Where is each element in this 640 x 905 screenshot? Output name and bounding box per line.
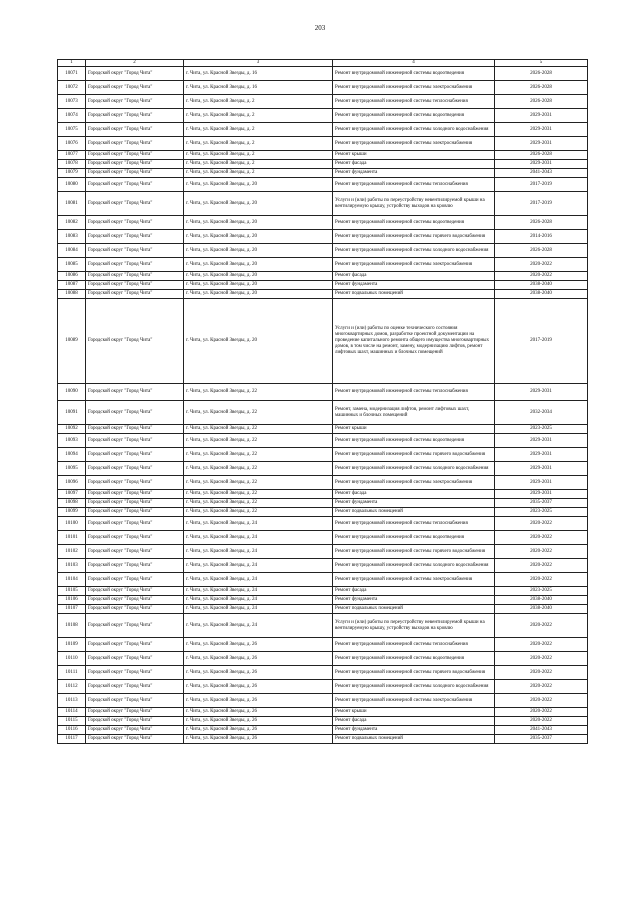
municipality-cell: Городской округ "Город Чита" bbox=[86, 258, 184, 272]
table-row bbox=[58, 448, 588, 462]
table-row bbox=[58, 137, 588, 151]
period-cell: 2020-2022 bbox=[495, 573, 588, 587]
address-cell: г. Чита, ул. Красной Звезды, д. 22 bbox=[184, 476, 333, 490]
work-type-cell: Услуги и (или) работы по оценке технического состояния многоквартирных домов, разработке проектной документации на проведение капитального ремонта общего имущества многоквартирных домов, в том числе на ремонт, замену, модернизацию лифтов, ремонт лифтовых шахт, машинных и блочных помещений bbox=[333, 299, 495, 384]
municipality-cell: Городской округ "Город Чита" bbox=[86, 169, 184, 178]
work-type-cell: Ремонт фундамента bbox=[333, 499, 495, 508]
municipality-cell: Городской округ "Город Чита" bbox=[86, 717, 184, 726]
municipality-cell: Городской округ "Город Чита" bbox=[86, 726, 184, 735]
row-number: 10090 bbox=[58, 384, 86, 401]
row-number: 10091 bbox=[58, 401, 86, 425]
work-type-cell: Ремонт фундамента bbox=[333, 281, 495, 290]
address-cell: г. Чита, ул. Красной Звезды, д. 26 bbox=[184, 735, 333, 744]
work-type-cell: Ремонт подвальных помещений bbox=[333, 508, 495, 517]
row-number: 10071 bbox=[58, 67, 86, 81]
municipality-cell: Городской округ "Город Чита" bbox=[86, 476, 184, 490]
table-row bbox=[58, 614, 588, 638]
table-row bbox=[58, 596, 588, 605]
table-row bbox=[58, 517, 588, 531]
period-cell: 2029-2031 bbox=[495, 384, 588, 401]
municipality-cell: Городской округ "Город Чита" bbox=[86, 508, 184, 517]
table-row bbox=[58, 178, 588, 192]
work-type-cell: Ремонт внутридомовой инженерной системы холодного водоснабжения bbox=[333, 123, 495, 137]
table-row bbox=[58, 384, 588, 401]
address-cell: г. Чита, ул. Красной Звезды, д. 2 bbox=[184, 123, 333, 137]
period-cell: 2029-2031 bbox=[495, 462, 588, 476]
address-cell: г. Чита, ул. Красной Звезды, д. 2 bbox=[184, 109, 333, 123]
table-row bbox=[58, 587, 588, 596]
table-row bbox=[58, 425, 588, 434]
table-row bbox=[58, 717, 588, 726]
work-type-cell: Ремонт фасада bbox=[333, 272, 495, 281]
municipality-cell: Городской округ "Город Чита" bbox=[86, 137, 184, 151]
period-cell: 2026-2028 bbox=[495, 81, 588, 95]
period-cell: 2029-2031 bbox=[495, 160, 588, 169]
row-number: 10092 bbox=[58, 425, 86, 434]
work-type-cell: Ремонт внутридомовой инженерной системы водоотведения bbox=[333, 67, 495, 81]
period-cell: 2035-2037 bbox=[495, 735, 588, 744]
work-type-cell: Ремонт внутридомовой инженерной системы горячего водоснабжения bbox=[333, 545, 495, 559]
table-row bbox=[58, 462, 588, 476]
municipality-cell: Городской округ "Город Чита" bbox=[86, 462, 184, 476]
table-row bbox=[58, 490, 588, 499]
table-row bbox=[58, 638, 588, 652]
row-number: 10115 bbox=[58, 717, 86, 726]
row-number: 10077 bbox=[58, 151, 86, 160]
address-cell: г. Чита, ул. Красной Звезды, д. 20 bbox=[184, 272, 333, 281]
work-type-cell: Ремонт внутридомовой инженерной системы электроснабжения bbox=[333, 573, 495, 587]
row-number: 10101 bbox=[58, 531, 86, 545]
work-type-cell: Ремонт внутридомовой инженерной системы холодного водоснабжения bbox=[333, 680, 495, 694]
address-cell: г. Чита, ул. Красной Звезды, д. 22 bbox=[184, 490, 333, 499]
municipality-cell: Городской округ "Город Чита" bbox=[86, 178, 184, 192]
period-cell: 2029-2031 bbox=[495, 137, 588, 151]
address-cell: г. Чита, ул. Красной Звезды, д. 24 bbox=[184, 531, 333, 545]
table-row bbox=[58, 666, 588, 680]
table-row bbox=[58, 216, 588, 230]
address-cell: г. Чита, ул. Красной Звезды, д. 22 bbox=[184, 384, 333, 401]
municipality-cell: Городской округ "Город Чита" bbox=[86, 531, 184, 545]
municipality-cell: Городской округ "Город Чита" bbox=[86, 680, 184, 694]
row-number: 10114 bbox=[58, 708, 86, 717]
row-number: 10112 bbox=[58, 680, 86, 694]
address-cell: г. Чита, ул. Красной Звезды, д. 2 bbox=[184, 169, 333, 178]
municipality-cell: Городской округ "Город Чита" bbox=[86, 559, 184, 573]
table-row bbox=[58, 708, 588, 717]
address-cell: г. Чита, ул. Красной Звезды, д. 2 bbox=[184, 151, 333, 160]
work-type-cell: Ремонт подвальных помещений bbox=[333, 735, 495, 744]
address-cell: г. Чита, ул. Красной Звезды, д. 22 bbox=[184, 508, 333, 517]
address-cell: г. Чита, ул. Красной Звезды, д. 16 bbox=[184, 67, 333, 81]
table-row bbox=[58, 735, 588, 744]
row-number: 10078 bbox=[58, 160, 86, 169]
work-type-cell: Ремонт внутридомовой инженерной системы горячего водоснабжения bbox=[333, 448, 495, 462]
period-cell: 2029-2031 bbox=[495, 448, 588, 462]
address-cell: г. Чита, ул. Красной Звезды, д. 26 bbox=[184, 680, 333, 694]
row-number: 10094 bbox=[58, 448, 86, 462]
work-type-cell: Ремонт внутридомовой инженерной системы теплоснабжения bbox=[333, 517, 495, 531]
municipality-cell: Городской округ "Город Чита" bbox=[86, 384, 184, 401]
address-cell: г. Чита, ул. Красной Звезды, д. 24 bbox=[184, 573, 333, 587]
work-type-cell: Ремонт внутридомовой инженерной системы электроснабжения bbox=[333, 137, 495, 151]
address-cell: г. Чита, ул. Красной Звезды, д. 24 bbox=[184, 517, 333, 531]
period-cell: 2029-2031 bbox=[495, 109, 588, 123]
table-row bbox=[58, 476, 588, 490]
work-type-cell: Ремонт внутридомовой инженерной системы электроснабжения bbox=[333, 258, 495, 272]
address-cell: г. Чита, ул. Красной Звезды, д. 20 bbox=[184, 216, 333, 230]
address-cell: г. Чита, ул. Красной Звезды, д. 2 bbox=[184, 137, 333, 151]
table-row bbox=[58, 499, 588, 508]
period-cell: 2029-2031 bbox=[495, 476, 588, 490]
row-number: 10082 bbox=[58, 216, 86, 230]
address-cell: г. Чита, ул. Красной Звезды, д. 20 bbox=[184, 244, 333, 258]
address-cell: г. Чита, ул. Красной Звезды, д. 20 bbox=[184, 299, 333, 384]
period-cell: 2020-2022 bbox=[495, 694, 588, 708]
period-cell: 2020-2022 bbox=[495, 614, 588, 638]
header-cell-4: 4 bbox=[333, 60, 495, 67]
repair-schedule-table bbox=[57, 59, 588, 744]
row-number: 10096 bbox=[58, 476, 86, 490]
municipality-cell: Городской округ "Город Чита" bbox=[86, 81, 184, 95]
work-type-cell: Ремонт фундамента bbox=[333, 726, 495, 735]
row-number: 10111 bbox=[58, 666, 86, 680]
row-number: 10113 bbox=[58, 694, 86, 708]
period-cell: 2023-2025 bbox=[495, 587, 588, 596]
municipality-cell: Городской округ "Город Чита" bbox=[86, 490, 184, 499]
period-cell: 2017-2019 bbox=[495, 178, 588, 192]
row-number: 10105 bbox=[58, 587, 86, 596]
address-cell: г. Чита, ул. Красной Звезды, д. 26 bbox=[184, 666, 333, 680]
period-cell: 2017-2019 bbox=[495, 299, 588, 384]
table-row bbox=[58, 258, 588, 272]
row-number: 10106 bbox=[58, 596, 86, 605]
work-type-cell: Ремонт внутридомовой инженерной системы теплоснабжения bbox=[333, 384, 495, 401]
table-row bbox=[58, 81, 588, 95]
work-type-cell: Ремонт внутридомовой инженерной системы холодного водоснабжения bbox=[333, 462, 495, 476]
address-cell: г. Чита, ул. Красной Звезды, д. 22 bbox=[184, 448, 333, 462]
address-cell: г. Чита, ул. Красной Звезды, д. 20 bbox=[184, 258, 333, 272]
address-cell: г. Чита, ул. Красной Звезды, д. 26 bbox=[184, 708, 333, 717]
address-cell: г. Чита, ул. Красной Звезды, д. 20 bbox=[184, 290, 333, 299]
work-type-cell: Услуги и (или) работы по переустройству невентилируемой крыши на вентилируемую крышу, устройству выходов на кровлю bbox=[333, 614, 495, 638]
address-cell: г. Чита, ул. Красной Звезды, д. 26 bbox=[184, 694, 333, 708]
address-cell: г. Чита, ул. Красной Звезды, д. 22 bbox=[184, 434, 333, 448]
address-cell: г. Чита, ул. Красной Звезды, д. 26 bbox=[184, 726, 333, 735]
work-type-cell: Ремонт фасада bbox=[333, 160, 495, 169]
municipality-cell: Городской округ "Город Чита" bbox=[86, 290, 184, 299]
period-cell: 2020-2022 bbox=[495, 666, 588, 680]
row-number: 10095 bbox=[58, 462, 86, 476]
municipality-cell: Городской округ "Город Чита" bbox=[86, 605, 184, 614]
header-cell-1: 1 bbox=[58, 60, 86, 67]
row-number: 10117 bbox=[58, 735, 86, 744]
table-row bbox=[58, 605, 588, 614]
row-number: 10098 bbox=[58, 499, 86, 508]
municipality-cell: Городской округ "Город Чита" bbox=[86, 708, 184, 717]
period-cell: 2020-2022 bbox=[495, 272, 588, 281]
row-number: 10089 bbox=[58, 299, 86, 384]
table-row bbox=[58, 680, 588, 694]
row-number: 10085 bbox=[58, 258, 86, 272]
work-type-cell: Услуги и (или) работы по переустройству невентилируемой крыши на вентилируемую крышу, устройству выходов на кровлю bbox=[333, 192, 495, 216]
address-cell: г. Чита, ул. Красной Звезды, д. 24 bbox=[184, 587, 333, 596]
municipality-cell: Городской округ "Город Чита" bbox=[86, 434, 184, 448]
municipality-cell: Городской округ "Город Чита" bbox=[86, 299, 184, 384]
address-cell: г. Чита, ул. Красной Звезды, д. 22 bbox=[184, 462, 333, 476]
header-cell-2: 2 bbox=[86, 60, 184, 67]
period-cell: 2035-2037 bbox=[495, 499, 588, 508]
address-cell: г. Чита, ул. Красной Звезды, д. 2 bbox=[184, 160, 333, 169]
row-number: 10104 bbox=[58, 573, 86, 587]
header-cell-5: 5 bbox=[495, 60, 588, 67]
work-type-cell: Ремонт внутридомовой инженерной системы холодного водоснабжения bbox=[333, 244, 495, 258]
municipality-cell: Городской округ "Город Чита" bbox=[86, 216, 184, 230]
table-row bbox=[58, 230, 588, 244]
work-type-cell: Ремонт, замена, модернизация лифтов, ремонт лифтовых шахт, машинных и блочных помещений bbox=[333, 401, 495, 425]
work-type-cell: Ремонт внутридомовой инженерной системы водоотведения bbox=[333, 652, 495, 666]
municipality-cell: Городской округ "Город Чита" bbox=[86, 160, 184, 169]
municipality-cell: Городской округ "Город Чита" bbox=[86, 694, 184, 708]
municipality-cell: Городской округ "Город Чита" bbox=[86, 67, 184, 81]
work-type-cell: Ремонт внутридомовой инженерной системы электроснабжения bbox=[333, 694, 495, 708]
municipality-cell: Городской округ "Город Чита" bbox=[86, 230, 184, 244]
address-cell: г. Чита, ул. Красной Звезды, д. 16 bbox=[184, 81, 333, 95]
work-type-cell: Ремонт внутридомовой инженерной системы горячего водоснабжения bbox=[333, 666, 495, 680]
table-row bbox=[58, 290, 588, 299]
address-cell: г. Чита, ул. Красной Звезды, д. 24 bbox=[184, 559, 333, 573]
table-row bbox=[58, 434, 588, 448]
row-number: 10103 bbox=[58, 559, 86, 573]
table-row bbox=[58, 508, 588, 517]
row-number: 10079 bbox=[58, 169, 86, 178]
period-cell: 2020-2022 bbox=[495, 517, 588, 531]
table-row bbox=[58, 281, 588, 290]
row-number: 10109 bbox=[58, 638, 86, 652]
municipality-cell: Городской округ "Город Чита" bbox=[86, 448, 184, 462]
table-row bbox=[58, 109, 588, 123]
municipality-cell: Городской округ "Город Чита" bbox=[86, 545, 184, 559]
row-number: 10084 bbox=[58, 244, 86, 258]
table-row bbox=[58, 652, 588, 666]
table-row bbox=[58, 694, 588, 708]
period-cell: 2038-2040 bbox=[495, 281, 588, 290]
table-header bbox=[58, 60, 588, 67]
period-cell: 2029-2031 bbox=[495, 123, 588, 137]
municipality-cell: Городской округ "Город Чита" bbox=[86, 614, 184, 638]
row-number: 10107 bbox=[58, 605, 86, 614]
table-row bbox=[58, 169, 588, 178]
municipality-cell: Городской округ "Город Чита" bbox=[86, 652, 184, 666]
work-type-cell: Ремонт внутридомовой инженерной системы теплоснабжения bbox=[333, 95, 495, 109]
header-row bbox=[58, 60, 588, 67]
work-type-cell: Ремонт крыши bbox=[333, 708, 495, 717]
address-cell: г. Чита, ул. Красной Звезды, д. 24 bbox=[184, 596, 333, 605]
address-cell: г. Чита, ул. Красной Звезды, д. 22 bbox=[184, 425, 333, 434]
address-cell: г. Чита, ул. Красной Звезды, д. 26 bbox=[184, 652, 333, 666]
period-cell: 2020-2022 bbox=[495, 559, 588, 573]
work-type-cell: Ремонт фасада bbox=[333, 717, 495, 726]
period-cell: 2023-2025 bbox=[495, 425, 588, 434]
address-cell: г. Чита, ул. Красной Звезды, д. 22 bbox=[184, 499, 333, 508]
work-type-cell: Ремонт внутридомовой инженерной системы водоотведения bbox=[333, 109, 495, 123]
row-number: 10076 bbox=[58, 137, 86, 151]
row-number: 10110 bbox=[58, 652, 86, 666]
period-cell: 2020-2022 bbox=[495, 545, 588, 559]
period-cell: 2026-2028 bbox=[495, 67, 588, 81]
row-number: 10075 bbox=[58, 123, 86, 137]
period-cell: 2038-2040 bbox=[495, 290, 588, 299]
table-row bbox=[58, 299, 588, 384]
period-cell: 2041-2043 bbox=[495, 726, 588, 735]
work-type-cell: Ремонт внутридомовой инженерной системы электроснабжения bbox=[333, 81, 495, 95]
row-number: 10093 bbox=[58, 434, 86, 448]
work-type-cell: Ремонт внутридомовой инженерной системы теплоснабжения bbox=[333, 178, 495, 192]
address-cell: г. Чита, ул. Красной Звезды, д. 20 bbox=[184, 178, 333, 192]
table-row bbox=[58, 401, 588, 425]
row-number: 10081 bbox=[58, 192, 86, 216]
period-cell: 2041-2043 bbox=[495, 169, 588, 178]
table-row bbox=[58, 559, 588, 573]
period-cell: 2020-2022 bbox=[495, 258, 588, 272]
row-number: 10108 bbox=[58, 614, 86, 638]
municipality-cell: Городской округ "Город Чита" bbox=[86, 499, 184, 508]
period-cell: 2020-2022 bbox=[495, 638, 588, 652]
municipality-cell: Городской округ "Город Чита" bbox=[86, 244, 184, 258]
work-type-cell: Ремонт подвальных помещений bbox=[333, 290, 495, 299]
period-cell: 2014-2016 bbox=[495, 230, 588, 244]
municipality-cell: Городской округ "Город Чита" bbox=[86, 735, 184, 744]
work-type-cell: Ремонт подвальных помещений bbox=[333, 605, 495, 614]
work-type-cell: Ремонт внутридомовой инженерной системы водоотведения bbox=[333, 434, 495, 448]
work-type-cell: Ремонт крыши bbox=[333, 425, 495, 434]
row-number: 10116 bbox=[58, 726, 86, 735]
municipality-cell: Городской округ "Город Чита" bbox=[86, 123, 184, 137]
municipality-cell: Городской округ "Город Чита" bbox=[86, 151, 184, 160]
table-row bbox=[58, 244, 588, 258]
municipality-cell: Городской округ "Город Чита" bbox=[86, 281, 184, 290]
row-number: 10097 bbox=[58, 490, 86, 499]
period-cell: 2032-2034 bbox=[495, 401, 588, 425]
row-number: 10086 bbox=[58, 272, 86, 281]
table-row bbox=[58, 95, 588, 109]
work-type-cell: Ремонт крыши bbox=[333, 151, 495, 160]
address-cell: г. Чита, ул. Красной Звезды, д. 20 bbox=[184, 281, 333, 290]
page-number: 203 bbox=[314, 24, 326, 32]
table-row bbox=[58, 192, 588, 216]
work-type-cell: Ремонт внутридомовой инженерной системы водоотведения bbox=[333, 216, 495, 230]
period-cell: 2026-2028 bbox=[495, 244, 588, 258]
address-cell: г. Чита, ул. Красной Звезды, д. 2 bbox=[184, 95, 333, 109]
work-type-cell: Ремонт внутридомовой инженерной системы электроснабжения bbox=[333, 476, 495, 490]
work-type-cell: Ремонт фундамента bbox=[333, 169, 495, 178]
table-row bbox=[58, 123, 588, 137]
work-type-cell: Ремонт внутридомовой инженерной системы водоотведения bbox=[333, 531, 495, 545]
table-row bbox=[58, 545, 588, 559]
period-cell: 2026-2028 bbox=[495, 95, 588, 109]
period-cell: 2026-2028 bbox=[495, 151, 588, 160]
municipality-cell: Городской округ "Город Чита" bbox=[86, 666, 184, 680]
table-row bbox=[58, 67, 588, 81]
row-number: 10080 bbox=[58, 178, 86, 192]
work-type-cell: Ремонт внутридомовой инженерной системы горячего водоснабжения bbox=[333, 230, 495, 244]
table-row bbox=[58, 531, 588, 545]
table-row bbox=[58, 272, 588, 281]
row-number: 10099 bbox=[58, 508, 86, 517]
municipality-cell: Городской округ "Город Чита" bbox=[86, 95, 184, 109]
row-number: 10073 bbox=[58, 95, 86, 109]
municipality-cell: Городской округ "Город Чита" bbox=[86, 596, 184, 605]
address-cell: г. Чита, ул. Красной Звезды, д. 22 bbox=[184, 401, 333, 425]
municipality-cell: Городской округ "Город Чита" bbox=[86, 272, 184, 281]
address-cell: г. Чита, ул. Красной Звезды, д. 24 bbox=[184, 614, 333, 638]
work-type-cell: Ремонт фасада bbox=[333, 587, 495, 596]
period-cell: 2023-2025 bbox=[495, 508, 588, 517]
row-number: 10102 bbox=[58, 545, 86, 559]
municipality-cell: Городской округ "Город Чита" bbox=[86, 401, 184, 425]
period-cell: 2029-2031 bbox=[495, 434, 588, 448]
row-number: 10087 bbox=[58, 281, 86, 290]
work-type-cell: Ремонт фундамента bbox=[333, 596, 495, 605]
work-type-cell: Ремонт фасада bbox=[333, 490, 495, 499]
header-cell-3: 3 bbox=[184, 60, 333, 67]
table-row bbox=[58, 726, 588, 735]
row-number: 10074 bbox=[58, 109, 86, 123]
work-type-cell: Ремонт внутридомовой инженерной системы теплоснабжения bbox=[333, 638, 495, 652]
municipality-cell: Городской округ "Город Чита" bbox=[86, 192, 184, 216]
period-cell: 2020-2022 bbox=[495, 717, 588, 726]
municipality-cell: Городской округ "Город Чита" bbox=[86, 517, 184, 531]
table-row bbox=[58, 151, 588, 160]
period-cell: 2020-2022 bbox=[495, 531, 588, 545]
address-cell: г. Чита, ул. Красной Звезды, д. 24 bbox=[184, 545, 333, 559]
table-row bbox=[58, 160, 588, 169]
table-body bbox=[58, 67, 588, 744]
municipality-cell: Городской округ "Город Чита" bbox=[86, 109, 184, 123]
period-cell: 2029-2031 bbox=[495, 490, 588, 499]
row-number: 10083 bbox=[58, 230, 86, 244]
row-number: 10072 bbox=[58, 81, 86, 95]
row-number: 10088 bbox=[58, 290, 86, 299]
period-cell: 2026-2028 bbox=[495, 216, 588, 230]
work-type-cell: Ремонт внутридомовой инженерной системы холодного водоснабжения bbox=[333, 559, 495, 573]
address-cell: г. Чита, ул. Красной Звезды, д. 20 bbox=[184, 230, 333, 244]
period-cell: 2038-2040 bbox=[495, 605, 588, 614]
address-cell: г. Чита, ул. Красной Звезды, д. 26 bbox=[184, 717, 333, 726]
address-cell: г. Чита, ул. Красной Звезды, д. 26 bbox=[184, 638, 333, 652]
municipality-cell: Городской округ "Город Чита" bbox=[86, 638, 184, 652]
address-cell: г. Чита, ул. Красной Звезды, д. 20 bbox=[184, 192, 333, 216]
address-cell: г. Чита, ул. Красной Звезды, д. 24 bbox=[184, 605, 333, 614]
period-cell: 2020-2022 bbox=[495, 680, 588, 694]
row-number: 10100 bbox=[58, 517, 86, 531]
municipality-cell: Городской округ "Город Чита" bbox=[86, 587, 184, 596]
period-cell: 2020-2022 bbox=[495, 708, 588, 717]
period-cell: 2017-2019 bbox=[495, 192, 588, 216]
period-cell: 2020-2022 bbox=[495, 652, 588, 666]
municipality-cell: Городской округ "Город Чита" bbox=[86, 425, 184, 434]
table-row bbox=[58, 573, 588, 587]
municipality-cell: Городской округ "Город Чита" bbox=[86, 573, 184, 587]
period-cell: 2038-2040 bbox=[495, 596, 588, 605]
